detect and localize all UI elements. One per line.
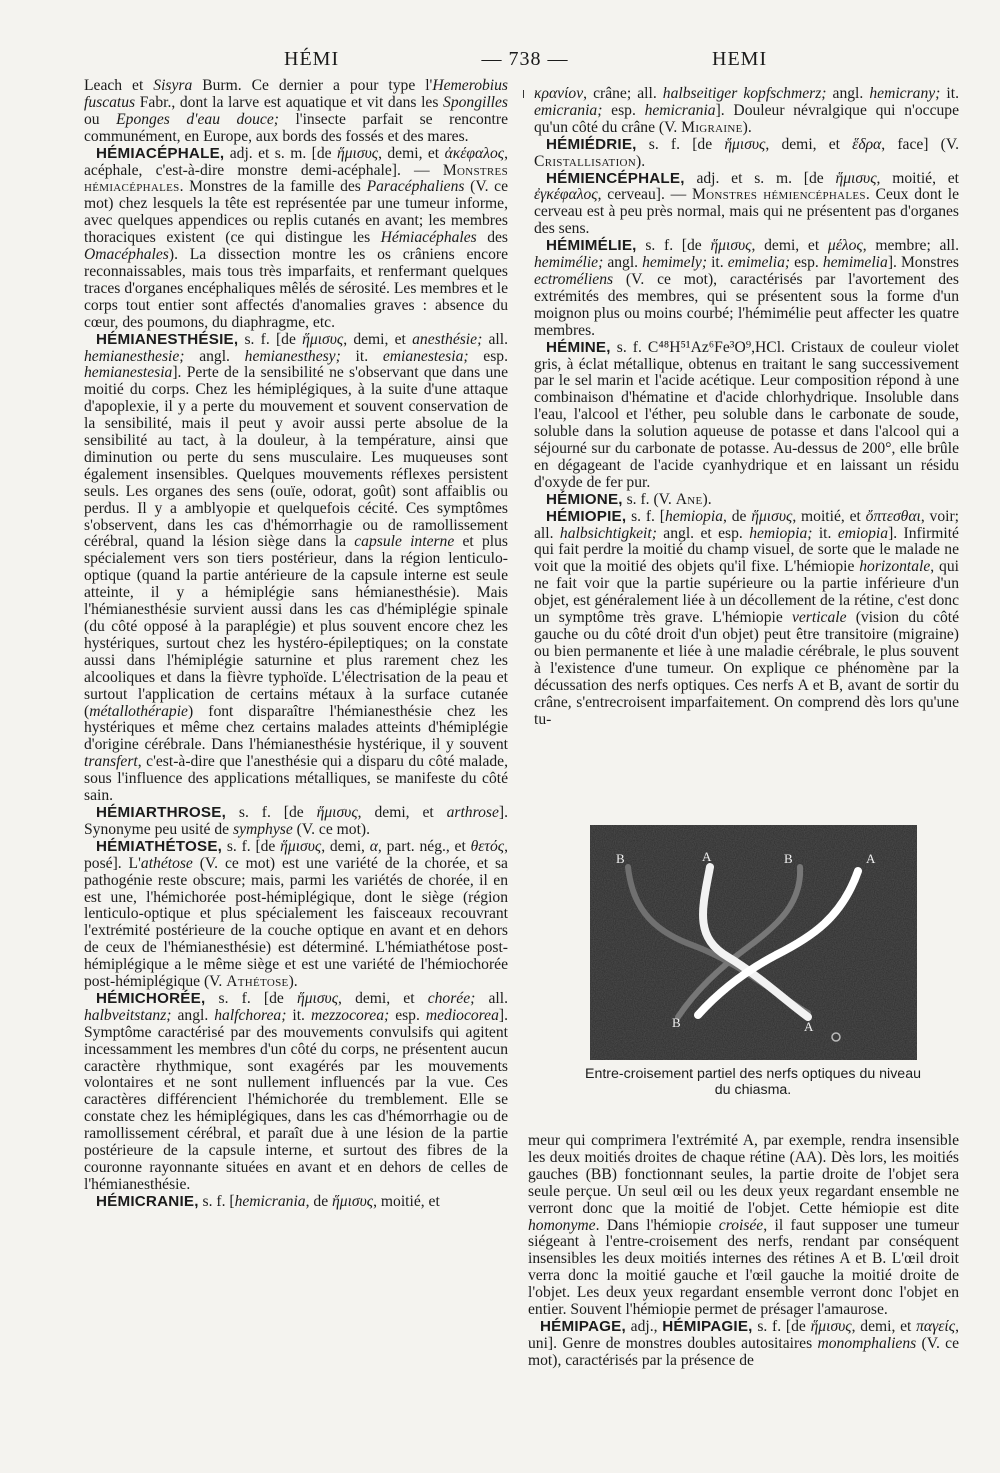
italic-term: chorée;: [427, 989, 476, 1007]
left-column: [84, 78, 508, 1211]
text-run: s. f. (V.: [622, 490, 676, 508]
text-run: , moitié, et: [373, 1192, 440, 1210]
text-run: s. f. [de: [636, 237, 711, 255]
headword: HÉMIENCÉPHALE,: [546, 169, 685, 187]
text-run: ). La dissection montre les os crâniens encore reconnaissables, mais tous très imparfaits, et renfermant quelques traces d'organes encéphaliques mêlés de sérosité. Les membres et le corps tout entier sont affectés d'anomalies graves : absence du cœur, des poumons, du diaphragme, etc.: [84, 246, 508, 331]
italic-term: Omacéphales: [84, 246, 169, 264]
text-run: adj. et s. m. [de: [684, 169, 836, 187]
caption-line-2: du chiasma.: [714, 1082, 792, 1099]
italic-term: hemianesthesy;: [244, 347, 341, 365]
dictionary-entry: [84, 991, 508, 1194]
text-run: angl. et esp.: [656, 524, 750, 542]
headword: HÉMIOPIE,: [546, 507, 627, 525]
text-run: , cerveau]. —: [597, 186, 693, 204]
text-run: it.: [707, 254, 728, 272]
text-run: ) font disparaître l'hémianesthésie chez les hystériques et même chez certains malades atteints d'hémiplégie d'origine cérébrale. Dans l'hémianesthésie hystérique, il y souvent: [84, 702, 508, 754]
right-column-top: [534, 86, 959, 728]
headword: HÉMIANESTHÉSIE,: [96, 330, 239, 348]
headword: HÉMIÉDRIE,: [546, 135, 637, 153]
greek-etymon: ἥμισυς: [332, 1192, 374, 1210]
text-run: ).: [636, 152, 646, 170]
text-run: it.: [940, 85, 959, 102]
text-run: , demi, et: [357, 803, 447, 821]
italic-term: capsule interne: [354, 533, 455, 551]
label-b-top-right: B: [784, 851, 793, 866]
text-run: . Dans l'hémiopie: [595, 1216, 719, 1234]
italic-term: transfert: [84, 753, 138, 771]
small-caps-ref: Athétose: [226, 973, 289, 991]
headword: HÉMIARTHROSE,: [96, 803, 227, 821]
text-run: , de: [305, 1192, 333, 1210]
right-column-bottom: [528, 1133, 959, 1370]
text-run: s. f. [de: [205, 989, 297, 1007]
italic-term: Spongilles: [443, 93, 508, 111]
text-run: , face] (V.: [881, 135, 959, 153]
greek-etymon: ἥμισυς: [810, 1317, 852, 1335]
greek-etymon: ἥμισυς: [316, 803, 358, 821]
italic-term: verticale: [791, 609, 847, 627]
dictionary-entry: [84, 332, 508, 805]
text-run: ).: [288, 973, 298, 991]
text-run: s. f. [: [198, 1192, 235, 1210]
headword: HÉMIPAGE,: [540, 1317, 626, 1335]
italic-term: Paracéphaliens: [366, 178, 465, 196]
label-b-bottom: B: [672, 1015, 681, 1030]
text-run: all.: [475, 989, 508, 1007]
text-run: s. f. [de: [226, 803, 317, 821]
small-caps-ref: Migraine: [681, 118, 743, 136]
text-run: , uni]. Genre de monstres doubles autositaires: [528, 1317, 959, 1352]
text-run: Fabr., dont la larve est aquatique et vit dans les: [135, 93, 444, 111]
text-run: it.: [812, 524, 838, 542]
text-run: angl.: [603, 254, 643, 272]
italic-term: halbsichtigkeit;: [559, 524, 657, 542]
text-run: , voir; all.: [534, 507, 960, 542]
text-run: it.: [286, 1006, 311, 1024]
greek-etymon: ἥμισυς: [751, 507, 793, 525]
label-a-top-left: A: [702, 849, 712, 864]
small-caps-ref: Cristallisation: [534, 152, 637, 170]
text-run: ).: [702, 490, 712, 508]
label-b-top-left: B: [616, 851, 625, 866]
italic-term: hemicrania: [644, 101, 716, 119]
italic-term: hemianesthesie;: [84, 347, 185, 365]
label-a-bottom: A: [804, 1019, 814, 1034]
text-run: , il faut supposer une tumeur siégeant à l'entre-croisement des nerfs, rendant par conséquent insensibles les deux moitiés internes des rétines A et B. L'œil droit verra donc la moitié gauche et l'œil gauche la moitié droite de l'objet. Les deux yeux regardant ensemble verront donc l'objet en entier. Souvent l'hémiopie permet de présager l'amaurose.: [528, 1216, 959, 1319]
text-run: , membre; all.: [862, 237, 959, 255]
dictionary-entry: [534, 509, 959, 729]
text-run: Burm. Ce dernier a pour type l': [192, 77, 433, 94]
italic-term: Hémiacéphales: [380, 229, 477, 247]
text-run: ou: [84, 110, 117, 128]
entry-continuation: [528, 1133, 959, 1319]
text-run: (V. ce mot), caractérisés par l'avortement des extrémités des membres, qui se présentent sous la forme d'un moignon plus ou moins courbé; l'hémimélie peut affecter les quatre membres.: [534, 270, 959, 339]
italic-term: hemimélie;: [534, 254, 604, 272]
headword: HÉMIATHÉTOSE,: [96, 837, 223, 855]
text-run: ]. Synonyme peu usité de: [84, 803, 508, 838]
text-run: it.: [340, 347, 383, 365]
greek-etymon: θετός: [470, 837, 505, 855]
text-run: . Ceux dont le cerveau est à peu près normal, mais qui ne présentent pas d'organes des sens.: [534, 186, 959, 238]
greek-etymon: ἥμισυς: [835, 169, 877, 187]
text-run: (V. ce mot), caractérisés par la présence de: [528, 1334, 959, 1369]
text-run: , moitié, et: [792, 507, 866, 525]
text-run: angl.: [171, 1006, 215, 1024]
text-run: ).: [742, 118, 752, 136]
text-run: , demi,: [321, 837, 370, 855]
text-run: (V. ce mot) chez lesquels la tête est représentée par une tumeur informe, avec quelques appendices ou replis cutanés en avant; les membres thoraciques existent (ce qui distingue les: [84, 178, 508, 247]
italic-term: Sisyra: [153, 77, 193, 94]
text-run: meur qui comprimera l'extrémité A, par exemple, rendra insensible les deux moitiés droites de chaque rétine (AA). Dès lors, les moitiés gauches (BB) fonctionnant seules, la partie droite de l'objet sera seule perçue. Un seul œil ou les deux yeux regardant ensemble ne verront donc que la moitié de l'objet. Cette hémiopie est dite: [528, 1132, 959, 1217]
figure-caption: [562, 1066, 944, 1099]
text-run: , demi, et: [338, 989, 428, 1007]
italic-term: emimelia;: [727, 254, 791, 272]
text-run: esp.: [389, 1006, 426, 1024]
headword: HÉMICHORÉE,: [96, 989, 206, 1007]
running-head-left: HÉMI: [284, 48, 340, 70]
dictionary-entry: [534, 340, 959, 492]
text-run: , crâne; all.: [583, 85, 663, 102]
greek-etymon: ἥμισυς: [724, 135, 766, 153]
italic-term: emiopia: [837, 524, 889, 542]
text-run: (V. ce mot) est une variété de la chorée, et sa pathogénie reste obscure; mais, parmi les variétés de chorée, il en est une, l'hémichorée post-hémiplégique, dont le siège (région lenticulo-optique et plus spécialement les faisceaux recouvrant l'extrémité postérieure de la couche optique en avant et en dehors de ceux de l'hémianesthésie) est déterminé. L'hémiathétose post-hémiplégique a le même siège et est une variété de l'hémiochorée post-hémiplégique (V.: [84, 854, 508, 991]
text-run: et plus spécialement vers son tiers postérieur, dans la région lenticulo-optique (quand la partie antérieure de la capsule interne est seule atteinte, il y a hémiplégie sans hémianesthésie). Mais l'hémianesthésie survient aussi dans les cas d'hémiplégie spinale (du côté opposé à la paraplégie) et plus souvent encore chez les hystériques, surtout chez les hystéro-épileptiques; on la constate aussi dans l'hémiplégie saturnine et plus rarement chez les alcooliques et dans la fièvre typhoïde. L'électrisation de la peau et surtout l'application de certains métaux à la surface cutanée (: [84, 533, 508, 720]
dictionary-entry: [534, 171, 959, 239]
text-run: , demi, et: [765, 135, 853, 153]
text-run: , part. nég., et: [377, 837, 471, 855]
greek-etymon: ἥμισυς: [296, 989, 339, 1007]
text-run: angl.: [826, 85, 870, 102]
italic-term: ectroméliens: [534, 270, 614, 288]
dictionary-entry: [528, 1319, 959, 1370]
dictionary-entry: [84, 805, 508, 839]
italic-term: symphyse: [233, 820, 293, 838]
text-run: l'insecte parfait se rencontre communément, en Europe, aux bords des fossés et des mares.: [84, 110, 508, 145]
caption-line-1: Entre-croisement partiel des nerfs optiques du niveau: [585, 1066, 921, 1082]
text-run: esp.: [602, 101, 645, 119]
small-caps-ref: Monstres hémiacéphales: [84, 161, 508, 196]
italic-term: hemimelia: [822, 254, 888, 272]
greek-etymon: ἐγκέφαλος: [534, 186, 598, 204]
text-run: , qui ne fait voir que la partie supérieure ou la partie inférieure d'un objet, est généralement liée à un décollement de la rétine, c'est donc un symptôme très grave. L'hémiopie: [534, 558, 959, 627]
greek-etymon: κρανίον: [534, 85, 584, 102]
greek-etymon: ὄπτεσθαι: [865, 507, 921, 525]
italic-term: hemicrany;: [869, 85, 941, 102]
greek-etymon: ἥμισυς: [336, 144, 379, 162]
text-run: ]. Symptôme caractérisé par des mouvements convulsifs qui agitent incessamment les membres d'un côté du corps, ne présentent aucun caractère rhythmique, sont exagérés par les mouvements volontaires et ne sont nullement influencés par la vue. Ces caractères différencient l'hémichorée du tremblement. Elle se constate chez les hémiplégiques, dans les cas d'hémorrhagie ou de ramollissement cérébral, et paraît due à une lésion de la partie postérieure de la capsule interne, et surtout des fibres de la couronne rayonnante situées en avant et en dehors de celles de l'hémianesthésie.: [84, 1006, 508, 1193]
entry-continuation: [84, 78, 508, 146]
text-run: s. f. C⁴⁸H⁵¹Az⁶Fe³O⁹,HCl. Cristaux de couleur violet gris, à éclat métallique, obtenus en traitant le sang successivement par le sel marin et l'acide acétique. Leur composition répond à une combinaison d'hématine et d'acide chlorhydrique. Insoluble dans l'eau, l'alcool et l'éther, peu soluble dans le carbonate de soude, soluble dans la solution aqueuse de potasse et dans l'alcool qui a séjourné sur du carbonate de potasse. Au-dessus de 200°, elle brûle en dégageant de l'acide cyanhydrique et en laissant un résidu d'oxyde de fer pur.: [534, 338, 959, 491]
italic-term: anesthésie;: [412, 330, 483, 348]
text-run: , posé]. L': [84, 837, 508, 872]
label-a-top-right: A: [866, 851, 876, 866]
text-run: angl.: [184, 347, 245, 365]
text-run: , acéphale, c'est-à-dire monstre demi-acéphale]. —: [84, 144, 508, 179]
greek-etymon: παγείς: [916, 1317, 956, 1335]
text-run: s. f. [de: [222, 837, 281, 855]
italic-term: hemiopia;: [749, 524, 813, 542]
italic-term: horizontale: [859, 558, 931, 576]
greek-etymon: ἥμισυς: [710, 237, 752, 255]
text-run: esp.: [468, 347, 508, 365]
italic-term: Hemerobius fuscatus: [84, 77, 508, 111]
chiasma-illustration: [590, 825, 917, 1060]
italic-term: hemianestesia: [84, 364, 173, 382]
greek-etymon: ἀκέφαλος: [444, 144, 505, 162]
running-head-right: HEMI: [712, 48, 768, 70]
dictionary-entry: [534, 137, 959, 171]
text-run: (V. ce mot).: [292, 820, 370, 838]
italic-term: croisée: [718, 1216, 764, 1234]
text-run: s. f. [: [626, 507, 665, 525]
greek-etymon: α: [369, 837, 378, 855]
text-run: ]. Infirmité qui fait perdre la moitié du champ visuel, de sorte que le malade ne voit que la moitié des objets qu'il fixe. L'hémiopie: [534, 524, 959, 576]
dictionary-entry: [534, 238, 959, 339]
small-caps-ref: Monstres hémiencéphales: [692, 186, 866, 204]
text-run: adj. et s. m. [de: [224, 144, 337, 162]
text-run: , c'est-à-dire que l'anesthésie qui a disparu du côté malade, sous l'influence des applications métalliques, se manifeste du côté sain.: [84, 753, 508, 805]
text-run: s. f. [de: [238, 330, 303, 348]
greek-etymon: ἥμισυς: [280, 837, 322, 855]
text-run: (vision du côté gauche ou du côté droit d'un objet) peut être transitoire (migraine) ou bien permanente et liée à une maladie cérébrale, le plus souvent à l'existence d'une tumeur. On explique ce phénomène par la décussation des nerfs optiques. Ces nerfs A et B, avant de sortir du crâne, s'entrecroisent imparfaitement. On comprend dès lors qu'une tu-: [534, 609, 960, 728]
dictionary-entry: [84, 1194, 508, 1211]
italic-term: arthrose: [446, 803, 499, 821]
text-run: Leach et: [84, 77, 154, 94]
text-run: ]. Perte de la sensibilité ne s'observant que dans une moitié du corps. Chez les hémiplégiques, à la suite d'une attaque d'apoplexie, il y a perte du mouvement et souvent conservation de la sensibilité, mais il peut y avoir aussi perte absolue de la sensibilité au tact, à la douleur, à la température, ainsi que diminution ou perte du sens musculaire. Les muqueuses sont également insensibles. Quelques mouvements réflexes persistent seuls. Les organes des sens (ouïe, odorat, goût) sont affaiblis ou perdus. Il y a amblyopie et quelquefois cécité. Ces symptômes s'observent, dans les cas d'hémorrhagie ou de ramollissement cérébral, quand la lésion siège dans la: [84, 364, 508, 551]
greek-etymon: μέλος: [827, 237, 863, 255]
headword: HÉMIPAGIE,: [662, 1317, 753, 1335]
page-number: — 738 —: [481, 48, 569, 70]
italic-term: hemimely;: [642, 254, 708, 272]
headword: HÉMICRANIE,: [96, 1192, 199, 1210]
italic-term: halbveitstanz;: [84, 1006, 172, 1024]
italic-term: halfchorea;: [214, 1006, 287, 1024]
text-run: , de: [723, 507, 752, 525]
italic-term: Eponges d'eau douce;: [116, 110, 279, 128]
greek-etymon: ἥμισυς: [302, 330, 344, 348]
italic-term: mezzocorea;: [310, 1006, 390, 1024]
headword: HÉMIMÉLIE,: [546, 237, 637, 255]
italic-term: halbseitiger kopfschmerz;: [662, 85, 827, 102]
text-run: des: [476, 229, 508, 247]
text-run: ]. Monstres: [887, 254, 959, 272]
headword: HÉMIONE,: [546, 490, 623, 508]
italic-term: homonyme: [528, 1216, 596, 1234]
small-caps-ref: Ane: [675, 490, 703, 508]
text-run: , demi, et: [343, 330, 413, 348]
italic-term: métallothérapie: [89, 702, 188, 720]
italic-term: hemiopia: [664, 507, 723, 525]
text-run: , moitié, et: [876, 169, 960, 187]
text-run: . Monstres de la famille des: [179, 178, 367, 196]
text-run: , demi, et: [378, 144, 445, 162]
dictionary-entry: [84, 839, 508, 991]
greek-etymon: ἕδρα: [852, 135, 882, 153]
text-run: ]. Douleur névralgique qui n'occupe qu'un côté du crâne (V.: [534, 101, 960, 136]
text-run: s. f. [de: [636, 135, 725, 153]
text-run: adj.,: [625, 1317, 663, 1335]
headword: HÉMINE,: [546, 338, 611, 356]
headword: HÉMIACÉPHALE,: [96, 144, 225, 162]
dictionary-entry: [534, 492, 959, 509]
text-run: , demi, et: [751, 237, 828, 255]
text-run: s. f. [de: [752, 1317, 811, 1335]
italic-term: athétose: [140, 854, 193, 872]
italic-term: monomphaliens: [817, 1334, 917, 1352]
italic-term: hemicrania: [234, 1192, 306, 1210]
chiasma-figure: [590, 825, 917, 1060]
text-run: all.: [482, 330, 508, 348]
italic-term: emianestesia;: [382, 347, 469, 365]
column-divider: [523, 90, 524, 98]
text-run: , demi, et: [851, 1317, 917, 1335]
italic-term: mediocorea: [425, 1006, 499, 1024]
italic-term: emicrania;: [534, 101, 603, 119]
text-run: esp.: [790, 254, 823, 272]
dictionary-entry: [84, 146, 508, 332]
entry-continuation: [534, 86, 959, 137]
